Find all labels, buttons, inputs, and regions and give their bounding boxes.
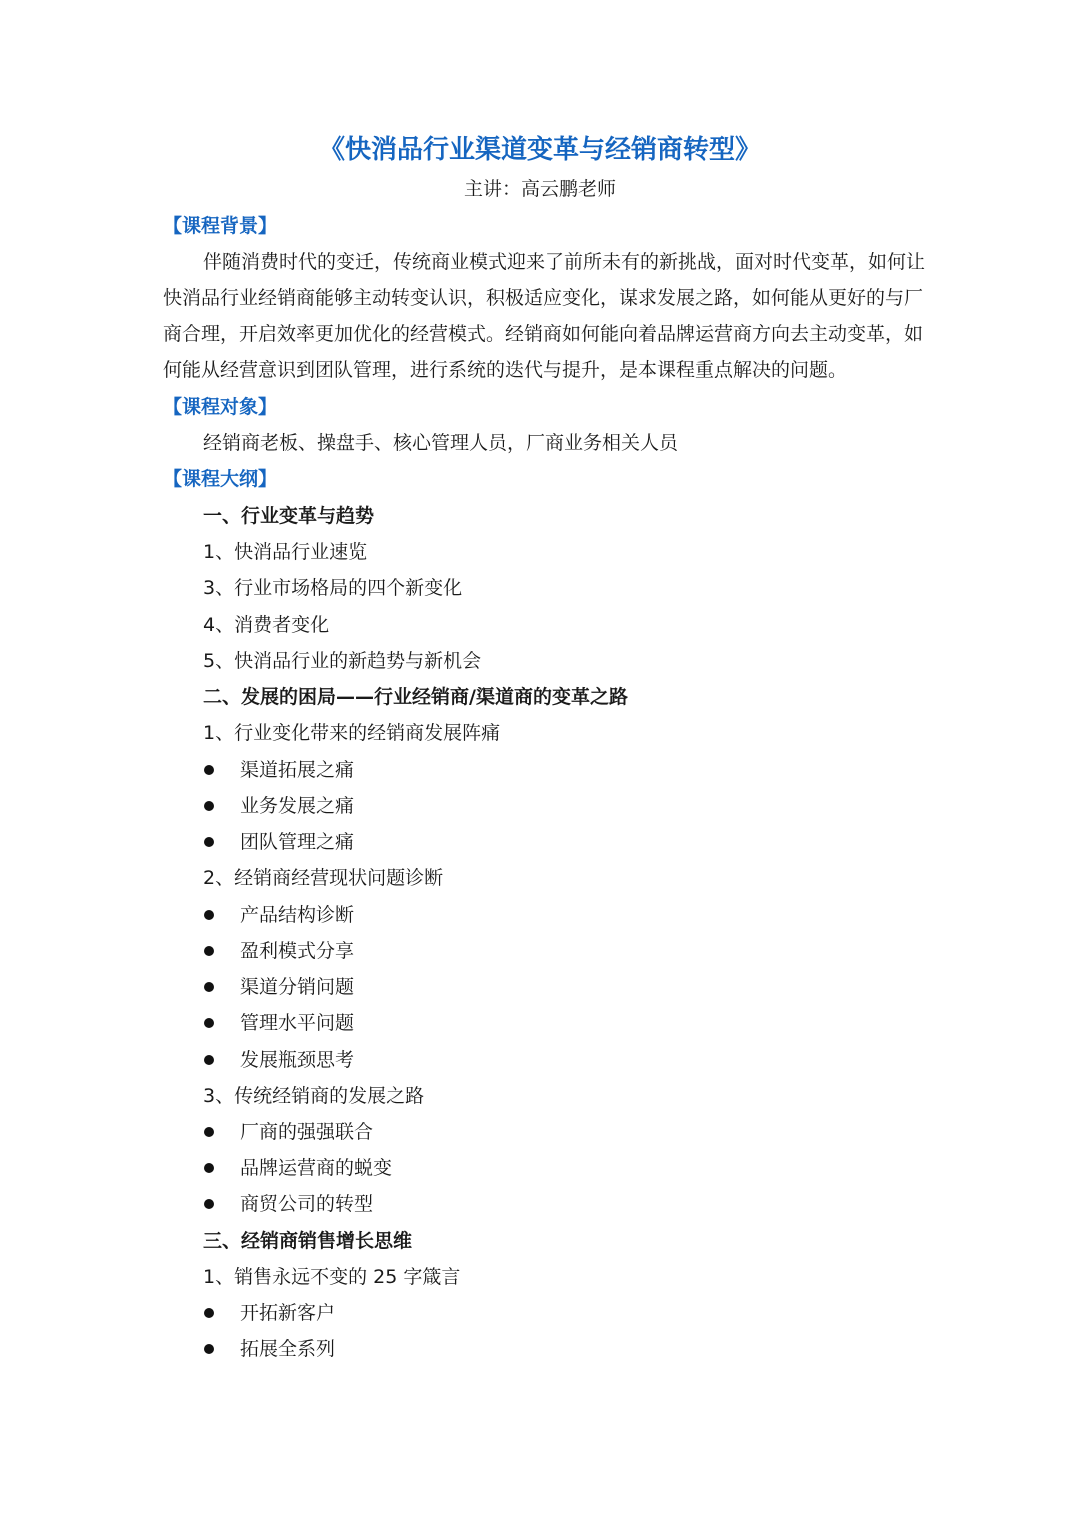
bullet-item: 发展瓶颈思考 xyxy=(240,1049,355,1071)
bullet-icon xyxy=(204,1344,214,1354)
bullet-icon xyxy=(204,1163,214,1173)
outline-part-2-title: 二、发展的困局——行业经销商/渠道商的变革之路 xyxy=(203,686,628,708)
background-line-2: 快消品行业经销商能够主动转变认识，积极适应变化，谋求发展之路，如何能从更好的与厂 xyxy=(163,287,924,309)
document-title: 《快消品行业渠道变革与经销商转型》 xyxy=(318,135,761,165)
outline-item: 4、消费者变化 xyxy=(203,614,330,636)
bullet-item: 渠道拓展之痛 xyxy=(240,759,355,781)
bullet-item: 管理水平问题 xyxy=(240,1012,355,1034)
bullet-item: 厂商的强强联合 xyxy=(240,1121,374,1143)
bullet-icon xyxy=(204,946,214,956)
bullet-icon xyxy=(204,1127,214,1137)
bullet-icon xyxy=(204,837,214,847)
bullet-item: 开拓新客户 xyxy=(240,1302,336,1324)
background-line-4: 何能从经营意识到团队管理，进行系统的迭代与提升，是本课程重点解决的问题。 xyxy=(163,359,848,381)
background-line-1: 伴随消费时代的变迁，传统商业模式迎来了前所未有的新挑战，面对时代变革，如何让 xyxy=(203,251,926,273)
bullet-item: 渠道分销问题 xyxy=(240,976,355,998)
outline-heading: 【课程大纲】 xyxy=(163,468,278,490)
bullet-icon xyxy=(204,910,214,920)
bullet-icon xyxy=(204,1308,214,1318)
outline-subitem: 1、销售永远不变的 25 字箴言 xyxy=(203,1266,461,1288)
bullet-icon xyxy=(204,765,214,775)
audience-heading: 【课程对象】 xyxy=(163,396,278,418)
bullet-item: 商贸公司的转型 xyxy=(240,1193,374,1215)
outline-part-1-title: 一、行业变革与趋势 xyxy=(203,505,375,527)
bullet-icon xyxy=(204,1199,214,1209)
bullet-item: 拓展全系列 xyxy=(240,1338,336,1360)
bullet-item: 团队管理之痛 xyxy=(240,831,355,853)
bullet-icon xyxy=(204,801,214,811)
bullet-item: 业务发展之痛 xyxy=(240,795,355,817)
outline-item: 3、行业市场格局的四个新变化 xyxy=(203,577,463,599)
bullet-item: 产品结构诊断 xyxy=(240,904,355,926)
outline-subitem: 2、经销商经营现状问题诊断 xyxy=(203,867,444,889)
bullet-item: 品牌运营商的蜕变 xyxy=(240,1157,393,1179)
background-heading: 【课程背景】 xyxy=(163,215,278,237)
outline-item: 1、快消品行业速览 xyxy=(203,541,368,563)
outline-part-3-title: 三、经销商销售增长思维 xyxy=(203,1230,413,1252)
audience-text: 经销商老板、操盘手、核心管理人员，厂商业务相关人员 xyxy=(203,432,679,454)
lecturer-line: 主讲：高云鹏老师 xyxy=(463,178,616,200)
bullet-icon xyxy=(204,1018,214,1028)
bullet-icon xyxy=(204,982,214,992)
bullet-icon xyxy=(204,1055,214,1065)
bullet-item: 盈利模式分享 xyxy=(240,940,355,962)
outline-subitem: 1、行业变化带来的经销商发展阵痛 xyxy=(203,722,501,744)
outline-subitem: 3、传统经销商的发展之路 xyxy=(203,1085,425,1107)
outline-item: 5、快消品行业的新趋势与新机会 xyxy=(203,650,482,672)
background-line-3: 商合理，开启效率更加优化的经营模式。经销商如何能向着品牌运营商方向去主动变革，如 xyxy=(163,323,924,345)
